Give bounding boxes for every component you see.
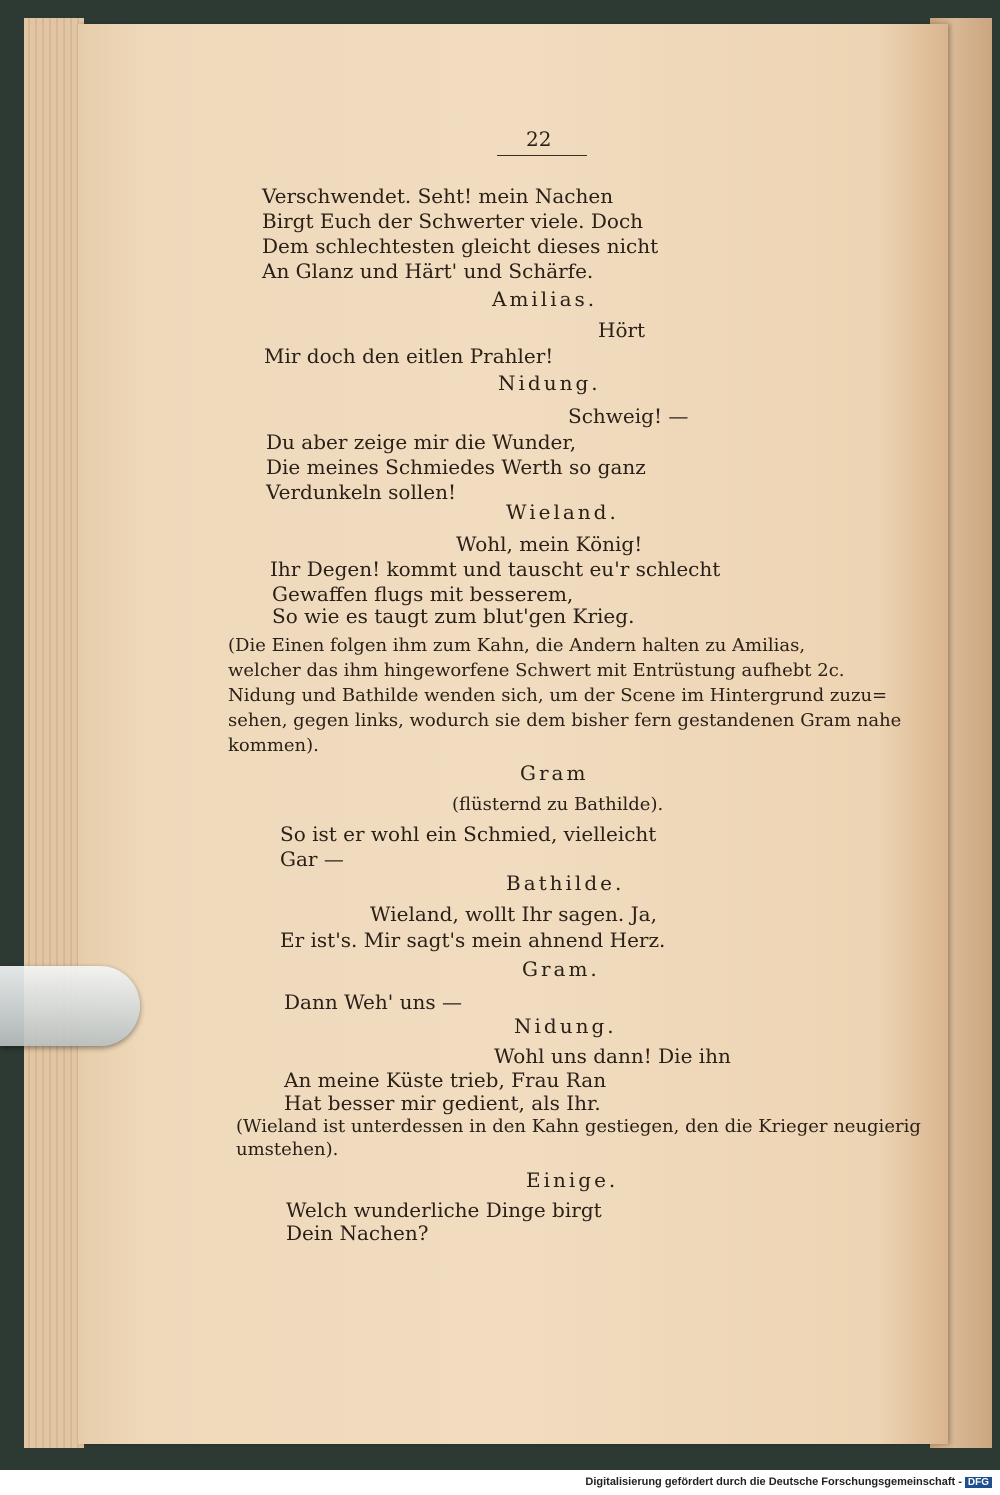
speaker-name: Gram. — [522, 957, 600, 981]
speaker-name: Einige. — [526, 1168, 619, 1192]
stage-direction: (Wieland ist unterdessen in den Kahn gestiegen, den die Krieger neugierig — [236, 1116, 921, 1137]
verse-line: Mir doch den eitlen Prahler! — [264, 344, 554, 368]
verse-line: Du aber zeige mir die Wunder, — [266, 430, 577, 454]
stage-direction: umstehen). — [236, 1139, 339, 1160]
verse-line: Dann Weh' uns — — [284, 990, 462, 1014]
speaker-name: Bathilde. — [506, 871, 625, 895]
stage-direction: Nidung und Bathilde wenden sich, um der Scene im Hintergrund zuzu= — [228, 685, 888, 706]
verse-line: Wohl, mein König! — [456, 532, 643, 556]
stage-direction: welcher das ihm hingeworfene Schwert mit Entrüstung aufhebt 2c. — [228, 660, 845, 681]
speaker-name: Wieland. — [506, 500, 619, 524]
stage-direction: sehen, gegen links, wodurch sie dem bisher fern gestandenen Gram nahe — [228, 710, 902, 731]
dfg-logo: DFG — [965, 1477, 992, 1488]
verse-line: So wie es taugt zum blut'gen Krieg. — [272, 604, 635, 628]
digitization-credit — [585, 1476, 992, 1488]
speaker-name: Amilias. — [492, 287, 598, 311]
verse-line: Verdunkeln sollen! — [266, 480, 457, 504]
credit-text: Digitalisierung gefördert durch die Deutsche Forschungsgemeinschaft - — [585, 1476, 962, 1488]
page-number-rule — [497, 155, 587, 156]
speaker-name: Nidung. — [514, 1014, 617, 1038]
speaker-name: Gram — [520, 761, 589, 785]
verse-line: Verschwendet. Seht! mein Nachen — [262, 184, 614, 208]
stage-direction: kommen). — [228, 735, 319, 756]
verse-line: Hört — [598, 318, 646, 342]
speaker-name: Nidung. — [498, 371, 601, 395]
page-number: 22 — [526, 127, 552, 151]
verse-line: An meine Küste trieb, Frau Ran — [284, 1068, 607, 1092]
page-clip — [0, 966, 140, 1046]
verse-line: Die meines Schmiedes Werth so ganz — [266, 455, 646, 479]
verse-line: Gar — — [280, 847, 344, 871]
verse-line: An Glanz und Härt' und Schärfe. — [262, 259, 594, 283]
verse-line: Schweig! — — [568, 404, 689, 428]
page-stack-edge — [24, 18, 84, 1448]
verse-line: Welch wunderliche Dinge birgt — [286, 1198, 602, 1222]
stage-direction: (flüsternd zu Bathilde). — [452, 794, 664, 815]
verse-line: Dem schlechtesten gleicht dieses nicht — [262, 234, 659, 258]
verse-line: Wohl uns dann! Die ihn — [494, 1044, 731, 1068]
verse-line: Wieland, wollt Ihr sagen. Ja, — [370, 902, 657, 926]
stage-direction: (Die Einen folgen ihm zum Kahn, die Andern halten zu Amilias, — [228, 635, 806, 656]
verse-line: Hat besser mir gedient, als Ihr. — [284, 1091, 601, 1115]
verse-line: Dein Nachen? — [286, 1221, 429, 1245]
verse-line: Birgt Euch der Schwerter viele. Doch — [262, 209, 644, 233]
verse-line: Gewaffen flugs mit besserem, — [272, 582, 574, 606]
verse-line: Ihr Degen! kommt und tauscht eu'r schlecht — [270, 557, 721, 581]
verse-line: Er ist's. Mir sagt's mein ahnend Herz. — [280, 928, 666, 952]
verse-line: So ist er wohl ein Schmied, vielleicht — [280, 822, 657, 846]
